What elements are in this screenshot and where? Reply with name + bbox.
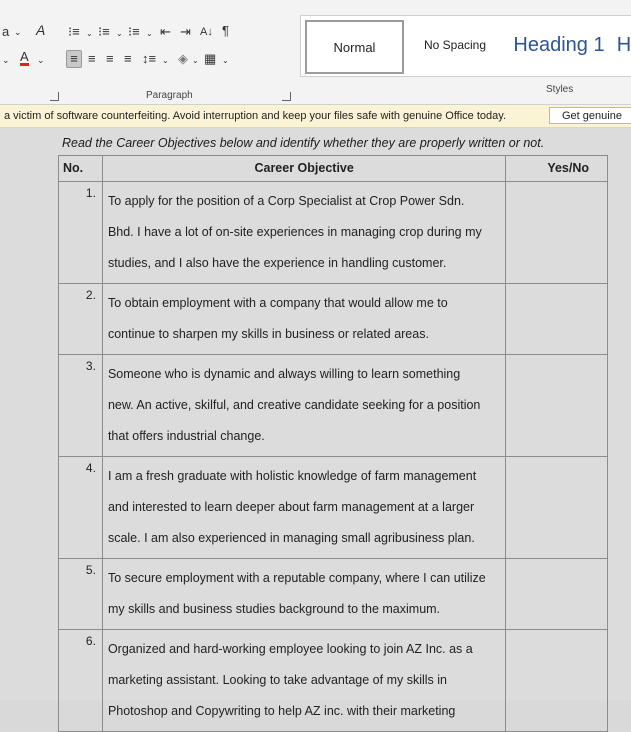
objective-line: Organized and hard-working employee looking to join AZ Inc. as a — [107, 642, 473, 656]
yes-no-answer-cell[interactable] — [506, 457, 608, 559]
genuine-office-notification-bar — [0, 105, 631, 128]
objective-line: that offers industrial change. — [107, 429, 265, 443]
notification-message: a victim of software counterfeiting. Avoid interruption and keep your files safe with genuine Office today. — [4, 110, 507, 122]
objective-line: I am a fresh graduate with holistic knowledge of farm management — [107, 469, 477, 483]
styles-gallery — [300, 15, 631, 77]
chevron-down-icon: ⌄ — [86, 29, 93, 38]
objective-line: continue to sharpen my skills in business or related areas. — [107, 327, 429, 341]
get-genuine-button[interactable]: Get genuine — [549, 107, 631, 124]
justify-button[interactable]: ≡ — [124, 51, 132, 66]
chevron-down-icon: ⌄ — [37, 55, 45, 65]
row-number: 5. — [59, 559, 103, 630]
chevron-down-icon: ⌄ — [192, 56, 199, 65]
align-center-button[interactable]: ≡ — [88, 51, 96, 66]
show-formatting-marks-button[interactable]: ¶ — [222, 23, 229, 38]
yes-no-answer-cell[interactable] — [506, 182, 608, 284]
row-number: 6. — [59, 630, 103, 732]
chevron-down-icon: ⌄ — [146, 29, 153, 38]
career-objective-cell[interactable] — [102, 630, 505, 732]
objective-line: marketing assistant. Looking to take advantage of my skills in — [107, 673, 447, 687]
table-row — [59, 284, 608, 355]
career-objective-cell[interactable] — [102, 559, 505, 630]
table-row — [59, 630, 608, 732]
objective-line: To secure employment with a reputable company, where I can utilize — [107, 571, 486, 585]
chevron-down-icon: ⌄ — [116, 29, 123, 38]
ribbon — [0, 0, 631, 105]
header-career-objective: Career Objective — [102, 156, 505, 182]
multilevel-list-button[interactable]: ⁝≡ — [128, 24, 140, 39]
objective-line: scale. I am also experienced in managing small agribusiness plan. — [107, 531, 475, 545]
style-normal[interactable]: Normal — [305, 20, 404, 74]
table-body — [59, 182, 608, 732]
row-number: 4. — [59, 457, 103, 559]
bullets-button[interactable]: ⁝≡ — [68, 24, 80, 39]
header-no: No. — [59, 156, 103, 182]
chevron-down-icon: ⌄ — [162, 56, 169, 65]
yes-no-answer-cell[interactable] — [506, 630, 608, 732]
style-heading-1[interactable]: Heading 1 — [513, 33, 605, 56]
yes-no-answer-cell[interactable] — [506, 559, 608, 630]
align-left-button[interactable]: ≡ — [66, 50, 82, 68]
instructions-text: Read the Career Objectives below and identify whether they are properly written or not. — [62, 136, 545, 150]
decrease-indent-button[interactable]: ⇤ — [160, 24, 171, 39]
objective-line: To apply for the position of a Corp Specialist at Crop Power Sdn. — [107, 194, 465, 208]
chevron-down-icon: ⌄ — [14, 27, 22, 37]
table-row — [59, 559, 608, 630]
objective-line: my skills and business studies background to the maximum. — [107, 602, 441, 616]
font-size-decrease-button[interactable]: a — [2, 24, 10, 39]
objective-line: To obtain employment with a company that would allow me to — [107, 296, 448, 310]
document-page[interactable] — [0, 128, 631, 718]
objective-line: Photoshop and Copywriting to help AZ inc. with their marketing — [107, 704, 456, 718]
style-no-spacing[interactable]: No Spacing — [423, 38, 487, 52]
objective-line: and interested to learn deeper about farm management at a larger — [107, 500, 475, 514]
table-row — [59, 457, 608, 559]
line-spacing-button[interactable]: ↕≡ — [142, 51, 157, 66]
clear-formatting-button[interactable]: A — [36, 22, 46, 38]
style-heading-2[interactable]: H — [616, 33, 631, 56]
table-row — [59, 355, 608, 457]
numbering-button[interactable]: ⁝≡ — [98, 24, 110, 39]
chevron-down-icon: ⌄ — [2, 55, 10, 65]
font-dialog-launcher[interactable] — [50, 92, 59, 101]
objective-line: new. An active, skilful, and creative candidate seeking for a position — [107, 398, 481, 412]
chevron-down-icon: ⌄ — [222, 56, 229, 65]
paragraph-dialog-launcher[interactable] — [282, 92, 291, 101]
row-number: 3. — [59, 355, 103, 457]
header-yes-no: Yes/No — [506, 156, 608, 182]
objective-line: Bhd. I have a lot of on-site experiences in managing crop during my — [107, 225, 482, 239]
yes-no-answer-cell[interactable] — [506, 355, 608, 457]
career-objective-cell[interactable] — [102, 355, 505, 457]
paragraph-group-label: Paragraph — [146, 90, 193, 101]
objective-line: Someone who is dynamic and always willing to learn something — [107, 367, 461, 381]
shading-button[interactable]: ◈ — [178, 51, 188, 66]
borders-button[interactable]: ▦ — [204, 51, 217, 66]
increase-indent-button[interactable]: ⇥ — [180, 24, 191, 39]
career-objective-cell[interactable] — [102, 182, 505, 284]
career-objective-cell[interactable] — [102, 457, 505, 559]
font-color-button[interactable]: A — [20, 49, 29, 64]
career-objective-cell[interactable] — [102, 284, 505, 355]
objective-line: studies, and I also have the experience in handling customer. — [107, 256, 447, 270]
yes-no-answer-cell[interactable] — [506, 284, 608, 355]
sort-button[interactable]: A↓ — [200, 26, 213, 38]
row-number: 2. — [59, 284, 103, 355]
align-right-button[interactable]: ≡ — [106, 51, 114, 66]
table-header-row — [59, 156, 608, 182]
row-number: 1. — [59, 182, 103, 284]
career-objectives-table — [58, 155, 608, 732]
styles-group-label: Styles — [546, 84, 574, 95]
table-row — [59, 182, 608, 284]
